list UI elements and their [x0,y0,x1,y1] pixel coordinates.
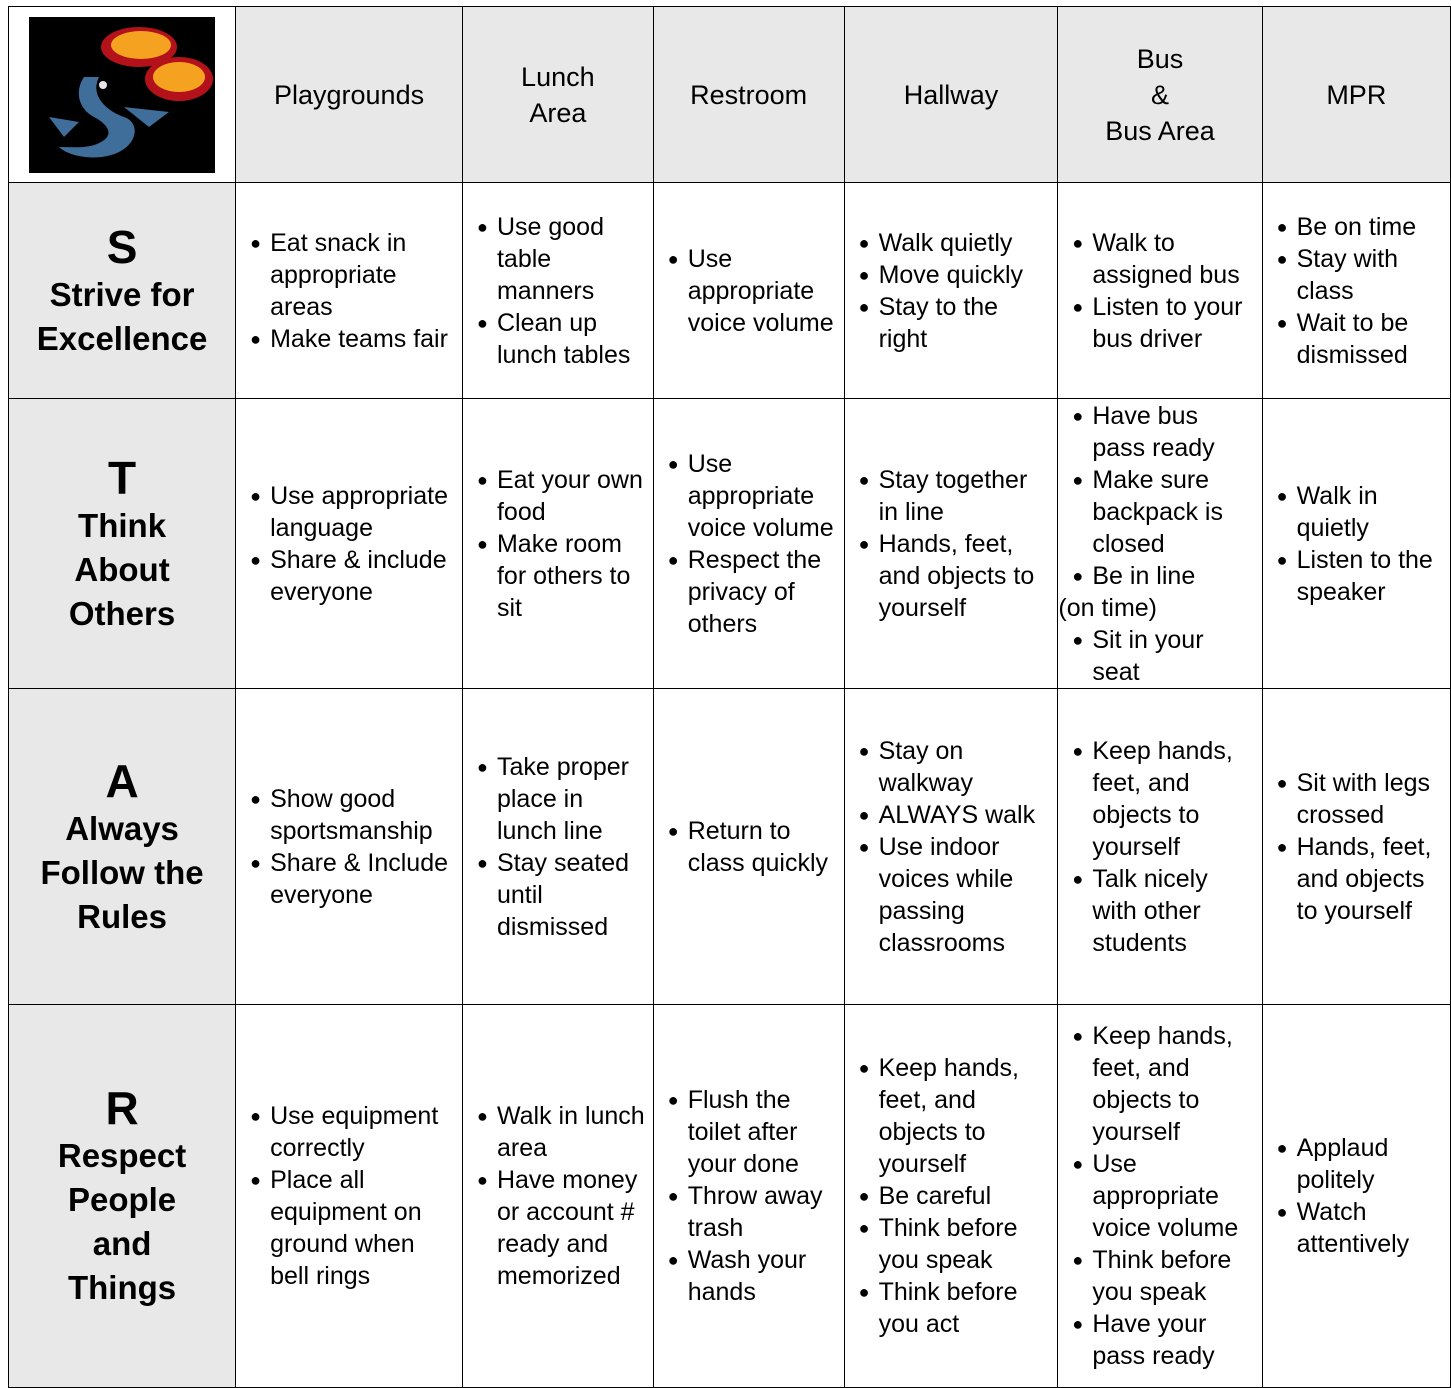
list-item: ● Eat your own food [477,464,649,528]
list-item: ● Make room for others to sit [477,528,649,624]
list-item: ● Wash your hands [668,1244,840,1308]
list-item: ● Share & include everyone [250,544,458,608]
row-header-strive [9,183,236,399]
list-item: ● Stay with class [1277,243,1446,307]
list-item: ● Think before you act [859,1276,1054,1340]
list-item: ● Watch attentively [1277,1196,1446,1260]
list-item: ● Show good sportsmanship [250,783,458,847]
list-item: ● Be in line [1072,560,1257,592]
row-respect [9,1005,1451,1388]
list-item: ● Throw away trash [668,1180,840,1244]
list-item: ● Sit with legs crossed [1277,767,1446,831]
cell-think-restroom [653,399,844,689]
cell-think-playgrounds [236,399,463,689]
behavior-matrix-table [8,6,1451,1388]
list-item: ● Move quickly [859,259,1054,291]
list-item: ● Use good table manners [477,211,649,307]
row-strive [9,183,1451,399]
list-item: ● Flush the toilet after your done [668,1084,840,1180]
list-item: ● Hands, feet, and objects to yourself [1277,831,1446,927]
list-item: ● Make sure backpack is closed [1072,464,1257,560]
list-item: ● Use appropriate voice volume [668,448,840,544]
row-header-think [9,399,236,689]
cell-think-lunch [462,399,653,689]
list-item: ● Clean up lunch tables [477,307,649,371]
cell-respect-bus [1058,1005,1262,1388]
cell-respect-mpr [1262,1005,1450,1388]
list-item: ● Keep hands, feet, and objects to yourself [1072,1020,1257,1148]
list-item: ● Use appropriate language [250,480,458,544]
cell-always-playgrounds [236,689,463,1005]
cell-always-bus [1058,689,1262,1005]
list-item: ● Talk nicely with other students [1072,863,1257,959]
cell-respect-restroom [653,1005,844,1388]
list-item: ● Stay together in line [859,464,1054,528]
column-header-playgrounds: Playgrounds [236,7,463,183]
list-item: ● Walk in lunch area [477,1100,649,1164]
row-phrase: Think About Others [68,506,176,632]
column-header-restroom: Restroom [653,7,844,183]
column-header-hallway: Hallway [844,7,1058,183]
list-item: ● Wait to be dismissed [1277,307,1446,371]
row-letter: S [106,220,138,273]
cell-strive-bus [1058,183,1262,399]
list-item: ● Walk quietly [859,227,1054,259]
list-item: ● Be on time [1277,211,1446,243]
list-item: ● Listen to your bus driver [1072,291,1257,355]
list-item: ● Use appropriate voice volume [668,243,840,339]
list-item: ● Walk in quietly [1277,480,1446,544]
list-item: ● Keep hands, feet, and objects to yourself [1072,735,1257,863]
list-item: ● Think before you speak [859,1212,1054,1276]
list-item: ● Hands, feet, and objects to yourself [859,528,1054,624]
list-item: ● Sit in your seat [1072,624,1257,688]
header-row [9,7,1451,183]
list-item: ● Be careful [859,1180,1054,1212]
cell-strive-playgrounds [236,183,463,399]
row-letter: T [108,451,137,504]
list-item: ● Have bus pass ready [1072,400,1257,464]
cell-always-restroom [653,689,844,1005]
list-item: ● Have your pass ready [1072,1308,1257,1372]
column-header-bus-area: Bus & Bus Area [1058,7,1262,183]
list-item: ● Have money or account # ready and memorized [477,1164,649,1292]
logo-cell [9,7,236,183]
list-item: ● Walk to assigned bus [1072,227,1257,291]
list-item: ● Share & Include everyone [250,847,458,911]
cell-think-mpr [1262,399,1450,689]
list-item: ● Stay to the right [859,291,1054,355]
row-header-respect [9,1005,236,1388]
row-letter: R [105,1082,139,1134]
cell-respect-lunch [462,1005,653,1388]
cell-strive-hallway [844,183,1058,399]
list-item: ● Stay on walkway [859,735,1054,799]
list-item: ● Listen to the speaker [1277,544,1446,608]
cell-strive-mpr [1262,183,1450,399]
cell-strive-restroom [653,183,844,399]
row-think [9,399,1451,689]
cell-think-bus [1058,399,1262,689]
row-header-always [9,689,236,1005]
list-item: ● Stay seated until dismissed [477,847,649,943]
row-phrase: Always Follow the Rules [40,809,204,935]
list-item: ● Respect the privacy of others [668,544,840,640]
cell-always-mpr [1262,689,1450,1005]
list-item: ● Make teams fair [250,323,458,355]
cell-think-hallway [844,399,1058,689]
list-item: ● Use indoor voices while passing classrooms [859,831,1054,959]
column-header-mpr: MPR [1262,7,1450,183]
list-item: ● Think before you speak [1072,1244,1257,1308]
cell-always-hallway [844,689,1058,1005]
list-item: ● Applaud politely [1277,1132,1446,1196]
cell-respect-playgrounds [236,1005,463,1388]
list-item: ● Eat snack in appropriate areas [250,227,458,323]
list-item: ● Take proper place in lunch line [477,751,649,847]
row-phrase: Respect People and Things [57,1137,187,1306]
lizard-mascot-icon [29,17,215,173]
list-item: ● Use equipment correctly [250,1100,458,1164]
row-phrase: Strive for Excellence [36,275,208,357]
list-item: ● ALWAYS walk [859,799,1054,831]
list-item: ● Use appropriate voice volume [1072,1148,1257,1244]
list-item: ● Return to class quickly [668,815,840,879]
list-item: ● Keep hands, feet, and objects to yourself [859,1052,1054,1180]
row-always [9,689,1451,1005]
cell-always-lunch [462,689,653,1005]
list-item-continuation: (on time) [1058,593,1158,622]
list-item: ● Place all equipment on ground when bell rings [250,1164,458,1292]
row-letter: A [105,754,139,807]
column-header-lunch-area: Lunch Area [462,7,653,183]
cell-respect-hallway [844,1005,1058,1388]
cell-strive-lunch [462,183,653,399]
